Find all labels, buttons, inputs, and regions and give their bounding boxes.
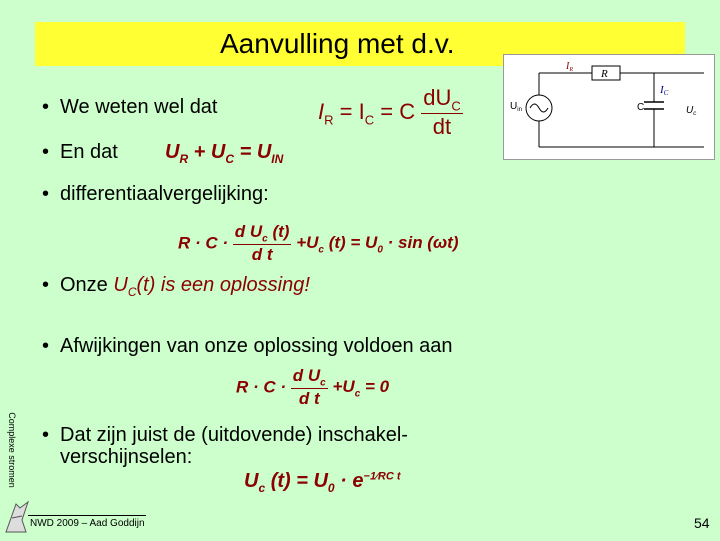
bullet-6-text-line2: verschijnselen: bbox=[60, 446, 193, 468]
equation-current: $I_R = I_C = C$ $\frac{dU_C}{dt}$ bbox=[318, 85, 461, 140]
bullet-dot: • bbox=[42, 274, 50, 296]
bullet-dot: • bbox=[42, 141, 50, 163]
bullet-4-text-b: (t) is een oplossing! bbox=[136, 274, 310, 296]
footer-divider bbox=[28, 515, 146, 516]
bullet-2-text: En dat bbox=[60, 141, 118, 163]
uc-label: $U_c$ bbox=[686, 105, 697, 117]
bullet-3 bbox=[42, 183, 269, 206]
page-number: 54 bbox=[694, 515, 710, 531]
c-label: C bbox=[637, 102, 645, 113]
bullet-dot: • bbox=[42, 183, 50, 205]
bullet-dot: • bbox=[42, 335, 50, 357]
bullet-dot: • bbox=[42, 96, 50, 118]
uc-symbol: $U_C$ bbox=[113, 274, 137, 299]
uin-label: $U_{in}$ bbox=[510, 101, 522, 113]
ic-label: IC bbox=[660, 84, 669, 97]
slide-title: Aanvulling met d.v. bbox=[220, 28, 455, 59]
equation-homogeneous: R · C · $\frac{d U_c}{\text{d t}}$ $+U_c = 0$ bbox=[236, 366, 390, 409]
logo-icon bbox=[2, 498, 32, 536]
equation-solution: $U_c$ $(t) = U_0 \cdot e^{-1⁄RC t}$ bbox=[244, 470, 401, 495]
sidebar-label: Complexe stromen bbox=[7, 412, 17, 488]
bullet-1-text: We weten wel dat bbox=[60, 96, 218, 118]
equation-diffeq: R · C · $\frac{d U_c (t)}{\text{d t}}$ $+U_c$ $(t) = U_0 \cdot \sin (\omega t)$ bbox=[178, 222, 459, 265]
bullet-dot: • bbox=[42, 424, 50, 446]
r-label: R bbox=[601, 68, 608, 80]
footer-author: NWD 2009 – Aad Goddijn bbox=[30, 518, 145, 529]
bullet-5-text: Afwijkingen van onze oplossing voldoen aan bbox=[60, 335, 453, 357]
bullet-5 bbox=[42, 335, 453, 358]
bullet-4-text-a: Onze bbox=[60, 274, 114, 296]
circuit-diagram bbox=[503, 54, 715, 160]
bullet-2 bbox=[42, 141, 118, 164]
bullet-1 bbox=[42, 96, 218, 119]
rc-circuit-svg bbox=[504, 55, 714, 159]
bullet-3-text: differentiaalvergelijking: bbox=[60, 183, 269, 205]
sine-wave-icon bbox=[530, 104, 548, 112]
bullet-6 bbox=[42, 424, 408, 468]
bullet-4 bbox=[42, 274, 310, 299]
bullet-6-text-line1: Dat zijn juist de (uitdovende) inschakel- bbox=[60, 424, 408, 446]
ir-label: $I_R$ bbox=[566, 61, 574, 73]
equation-kvl: $U_R + U_C = U_{IN}$ bbox=[165, 141, 284, 166]
